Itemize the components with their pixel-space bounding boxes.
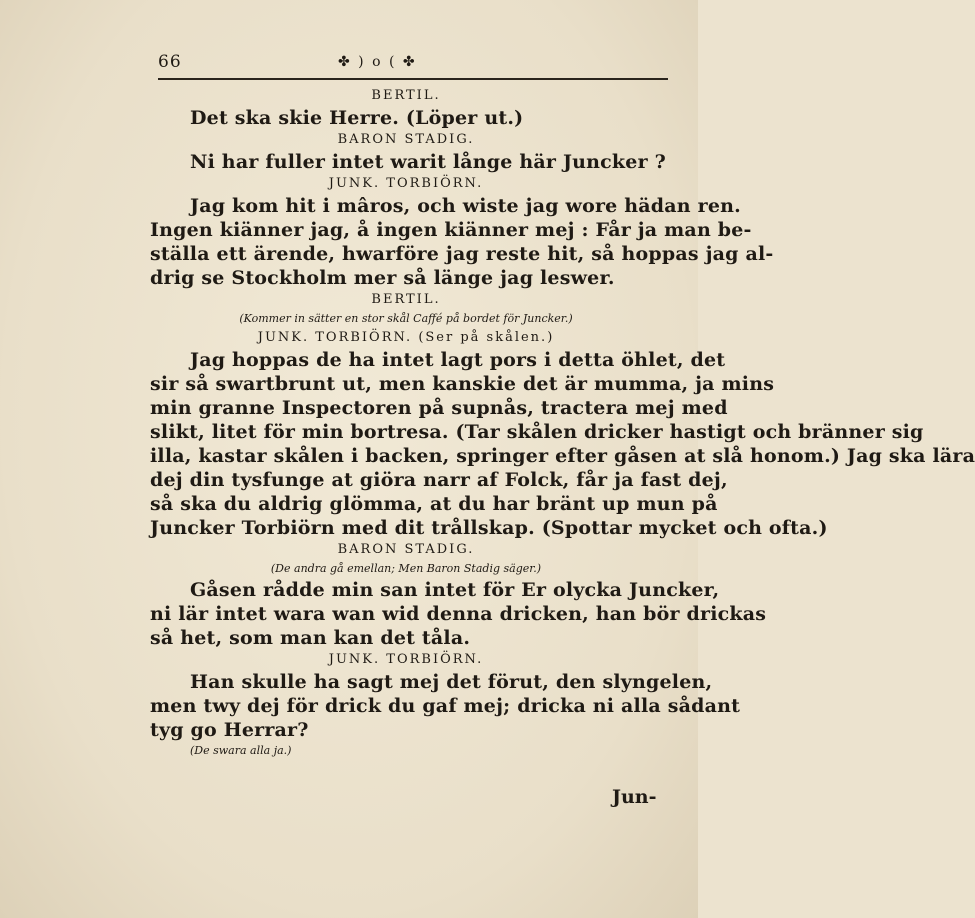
dialogue-line: Det ska skie Herre. (Löper ut.): [190, 107, 524, 129]
stage-direction: (De swara alla ja.): [190, 744, 292, 757]
speaker-name: BERTIL.: [371, 88, 441, 103]
dialogue-line: Jag hoppas de ha intet lagt pors i detta öhlet, det: [190, 349, 726, 371]
dialogue-line: men twy dej för drick du gaf mej; dricka ni alla sådant: [150, 695, 741, 717]
page-number: 66: [158, 52, 182, 72]
dialogue-line: så het, som man kan det tåla.: [150, 627, 471, 649]
dialogue-line: min granne Inspectoren på supnås, tractera mej med: [150, 397, 728, 419]
dialogue-line: Juncker Torbiörn med dit trållskap. (Spottar mycket och ofta.): [150, 517, 828, 539]
dialogue-line: slikt, litet för min bortresa. (Tar skålen dricker hastigt och bränner sig: [150, 421, 924, 443]
play-text: [150, 86, 975, 760]
speaker-name: BARON STADIG.: [337, 132, 475, 147]
dialogue-line: dej din tysfunge at giöra narr af Folck, får ja fast dej,: [150, 469, 728, 491]
speaker-name: JUNK. TORBIÖRN.: [328, 652, 484, 667]
dialogue-line: Ni har fuller intet warit långe här Juncker ?: [190, 151, 666, 173]
dialogue-line: Han skulle ha sagt mej det förut, den slyngelen,: [190, 671, 713, 693]
stage-direction: (De andra gå emellan; Men Baron Stadig säger.): [270, 562, 542, 575]
dialogue-line: illa, kastar skålen i backen, springer efter gåsen at slå honom.) Jag ska lära: [150, 445, 975, 467]
dialogue-line: Ingen kiänner jag, å ingen kiänner mej : Får ja man be-: [150, 219, 752, 241]
speaker-name: BERTIL.: [371, 292, 441, 307]
dialogue-line: Jag kom hit i mâros, och wiste jag wore hädan ren.: [190, 195, 741, 217]
dialogue-line: sir så swartbrunt ut, men kanskie det är mumma, ja mins: [150, 373, 775, 395]
running-header: [158, 52, 668, 82]
dialogue-line: ni lär intet wara wan wid denna dricken, han bör drickas: [150, 603, 767, 625]
dialogue-line: drig se Stockholm mer så länge jag leswer.: [150, 267, 615, 289]
speaker-name: JUNK. TORBIÖRN. (Ser på skålen.): [257, 330, 555, 345]
speaker-name: JUNK. TORBIÖRN.: [328, 176, 484, 191]
catchword: Jun-: [612, 786, 657, 808]
dialogue-line: så ska du aldrig glömma, at du har bränt up mun på: [150, 493, 718, 515]
stage-direction: (Kommer in sätter en stor skål Caffé på bordet för Juncker.): [239, 312, 573, 325]
header-rule: [158, 78, 668, 80]
dialogue-line: tyg go Herrar?: [150, 719, 309, 741]
dialogue-line: ställa ett ärende, hwarföre jag reste hit, så hoppas jag al-: [150, 243, 774, 265]
dialogue-line: Gåsen rådde min san intet för Er olycka Juncker,: [190, 579, 720, 601]
speaker-name: BARON STADIG.: [337, 542, 475, 557]
header-ornament: ✤ ) o ( ✤: [338, 54, 417, 70]
